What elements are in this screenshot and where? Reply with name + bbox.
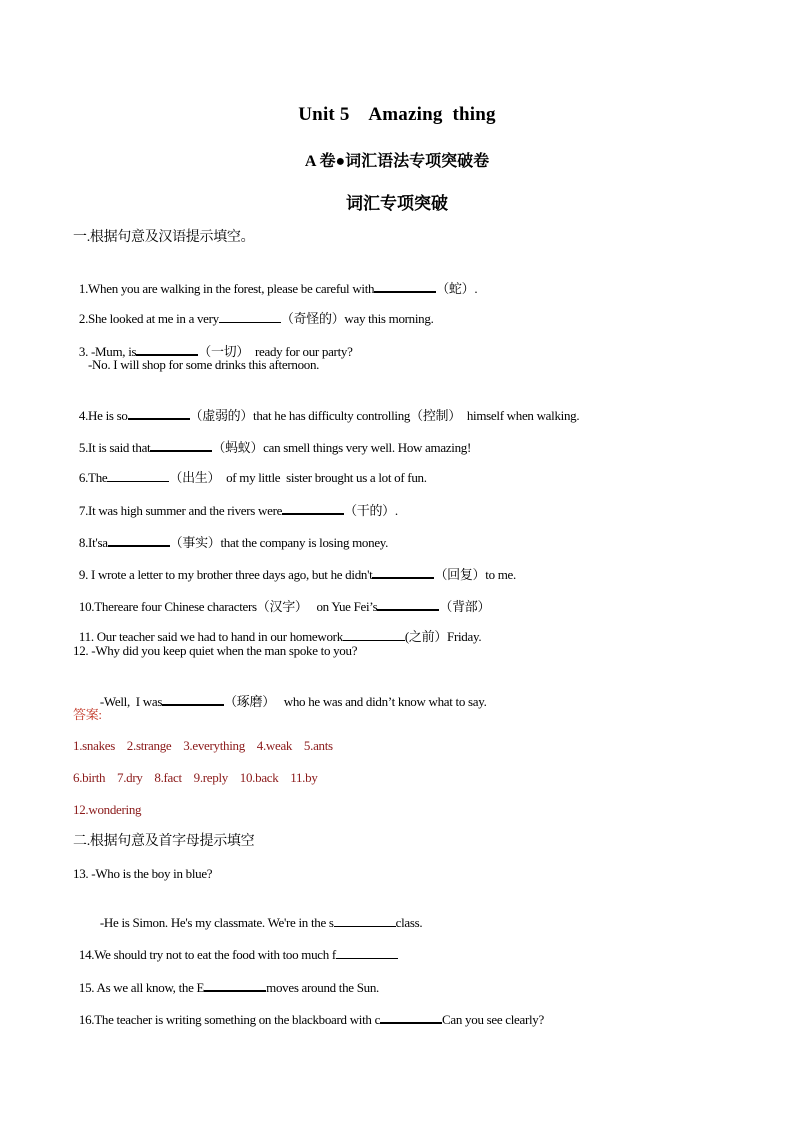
question-11 [73,610,481,646]
answer-blank[interactable] [162,692,224,706]
answer-label: 答案: [73,707,102,722]
question-text: 2.She looked at me in a very [78,311,219,326]
section-title: 词汇专项突破 [346,194,448,213]
question-text: 1.When you are walking in the forest, please be careful with [78,281,375,296]
question-text-end: class. [395,915,423,930]
answer-blank[interactable] [128,406,190,420]
question-hint: （虚弱的）that he has difficulty controlling（控制） himself when walking. [189,408,580,423]
question-text: 6.The [78,470,108,485]
answer-blank[interactable] [136,342,198,356]
answer-blank[interactable] [204,978,266,992]
unit-title: Unit 5 Amazing thing [298,104,496,125]
answer-row-3: 12.wondering [73,802,142,817]
answer-blank[interactable] [336,946,398,959]
question-hint: （事实）that the company is losing money. [169,535,389,550]
question-text: -Well, I was [99,694,163,709]
question-text: 15. As we all know, the E [78,980,205,995]
question-text: 9. I wrote a letter to my brother three days ago, but he didn't [78,567,373,582]
question-text: 10.Thereare four Chinese characters（汉字） on Yue Fei’s [78,599,378,614]
answer-blank[interactable] [219,310,281,323]
question-text: 16.The teacher is writing something on the blackboard with c [78,1012,381,1027]
question-text: 14.We should try not to eat the food with too much f [78,947,336,962]
question-2 [73,292,434,328]
question-hint: （干的）. [344,503,398,518]
question-text: 11. Our teacher said we had to hand in our homework [78,629,343,644]
question-text: 8.It'sa [78,535,108,550]
answer-blank[interactable] [108,533,170,547]
question-hint: （蛇）. [436,281,478,296]
question-14 [73,928,398,964]
question-13: 13. -Who is the boy in blue? [73,866,213,881]
answer-blank[interactable] [372,565,434,579]
question-text-end: Can you see clearly? [442,1012,544,1027]
question-hint: （回复）to me. [434,567,516,582]
answer-blank[interactable] [282,501,344,515]
question-hint: （一切） ready for our party? [198,344,353,359]
answer-blank[interactable] [380,1010,442,1024]
question-12: 12. -Why did you keep quiet when the man spoke to you? [73,643,358,658]
question-3-reply: -No. I will shop for some drinks this afternoon. [88,357,320,372]
question-6 [73,451,427,487]
question-text: 3. -Mum, is [78,344,137,359]
question-12-reply [94,674,487,711]
question-hint: （琢磨） who he was and didn’t know what to say. [224,694,487,709]
answer-row-2: 6.birth 7.dry 8.fact 9.reply 10.back 11.by [73,770,318,785]
question-hint: （蚂蚁）can smell things very well. How amazing! [212,440,472,455]
question-hint: （出生） of my little sister brought us a lot of fun. [169,470,427,485]
answer-blank[interactable] [343,628,405,641]
question-hint: （奇怪的）way this morning. [280,311,434,326]
question-16 [73,992,544,1029]
answer-blank[interactable] [107,469,169,482]
question-text: -He is Simon. He's my classmate. We're in the s [99,915,334,930]
paper-title: A 卷●词汇语法专项突破卷 [304,153,490,170]
answer-row-1: 1.snakes 2.strange 3.everything 4.weak 5.ants [73,738,333,753]
part2-instruction: 二.根据句意及首字母提示填空 [73,834,255,849]
question-hint: (之前）Friday. [404,629,482,644]
question-text: 5.It is said that [78,440,151,455]
question-text: 7.It was high summer and the rivers were [78,503,283,518]
part1-instruction: 一.根据句意及汉语提示填空。 [73,230,255,245]
answer-blank[interactable] [334,914,396,927]
question-text-end: moves around the Sun. [266,980,380,995]
answer-blank[interactable] [374,279,436,293]
answer-blank[interactable] [377,597,439,611]
question-text: 4.He is so [78,408,128,423]
answer-blank[interactable] [150,438,212,452]
question-13-reply [94,896,422,932]
question-hint: （背部） [439,599,491,614]
